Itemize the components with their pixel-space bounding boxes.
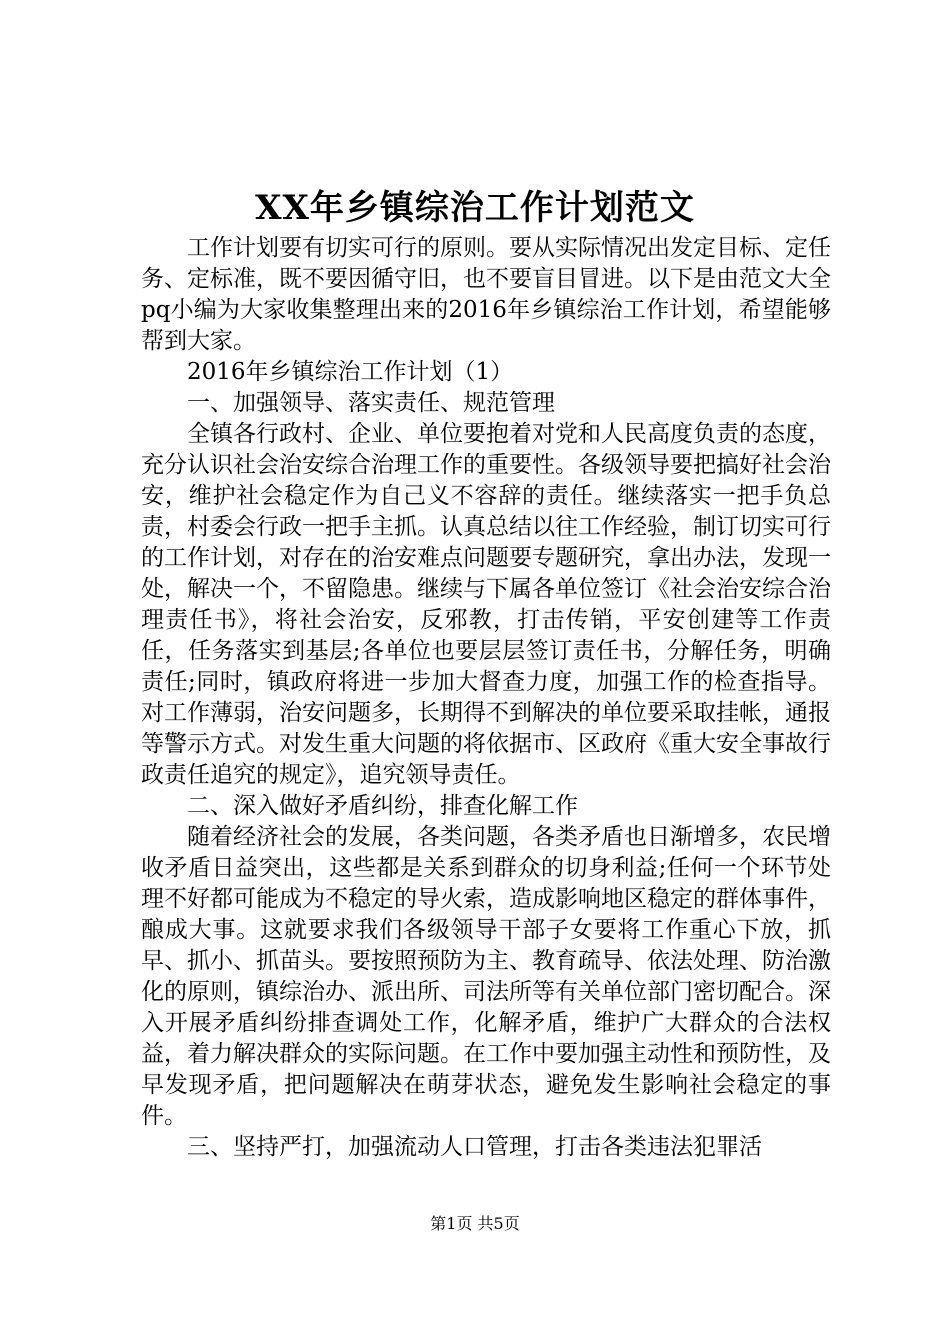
page-footer: 第1页 共5页 [430, 1214, 520, 1233]
plan-heading: 2016年乡镇综治工作计划（1） [187, 359, 514, 385]
section-paragraph-1: 全镇各行政村、企业、单位要抱着对党和人民高度负责的态度，充分认识社会治安综合治理工作的重要性。各级领导要把搞好社会治安，维护社会稳定作为自己义不容辞的责任。继续落实一把手负总责，村委会行政一把手主抓。认真总结以往工作经验，制订切实可行的工作计划，对存在的治安难点问题要专题研究，拿出办法，发现一处，解决一个，不留隐患。继续与下属各单位签订《社会治安综合治理责任书》，将社会治安，反邪教，打击传销，平安创建等工作责任，任务落实到基层;各单位也要层层签订责任书，分解任务，明确责任;同时，镇政府将进一步加大督查力度，加强工作的检查指导。对工作薄弱，治安问题多，长期得不到解决的单位要采取挂帐，通报等警示方式。对发生重大问题的将依据市、区政府《重大安全事故行政责任追究的规定》，追究领导责任。 [141, 421, 831, 788]
document-body [141, 233, 831, 1163]
document-title: XX年乡镇综治工作计划范文 [255, 188, 695, 228]
section-heading-3: 三、坚持严打，加强流动人口管理，打击各类违法犯罪活 [187, 1134, 762, 1160]
section-paragraph-2: 随着经济社会的发展，各类问题，各类矛盾也日渐增多，农民增收矛盾日益突出，这些都是关系到群众的切身利益;任何一个环节处理不好都可能成为不稳定的导火索，造成影响地区稳定的群体事件，酿成大事。这就要求我们各级领导干部子女要将工作重心下放，抓早、抓小、抓苗头。要按照预防为主、教育疏导、依法处理、防治激化的原则，镇综治办、派出所、司法所等有关单位部门密切配合。深入开展矛盾纠纷排查调处工作，化解矛盾，维护广大群众的合法权益，着力解决群众的实际问题。在工作中要加强主动性和预防性，及早发现矛盾，把问题解决在萌芽状态，避免发生影响社会稳定的事件。 [141, 824, 831, 1129]
section-heading-1: 一、加强领导、落实责任、规范管理 [187, 390, 555, 416]
intro-paragraph: 工作计划要有切实可行的原则。要从实际情况出发定目标、定任务、定标准，既不要因循守旧，也不要盲目冒进。以下是由范文大全pq小编为大家收集整理出来的2016年乡镇综治工作计划，希望能够帮到大家。 [141, 235, 831, 354]
section-heading-2: 二、深入做好矛盾纠纷，排查化解工作 [187, 793, 578, 819]
